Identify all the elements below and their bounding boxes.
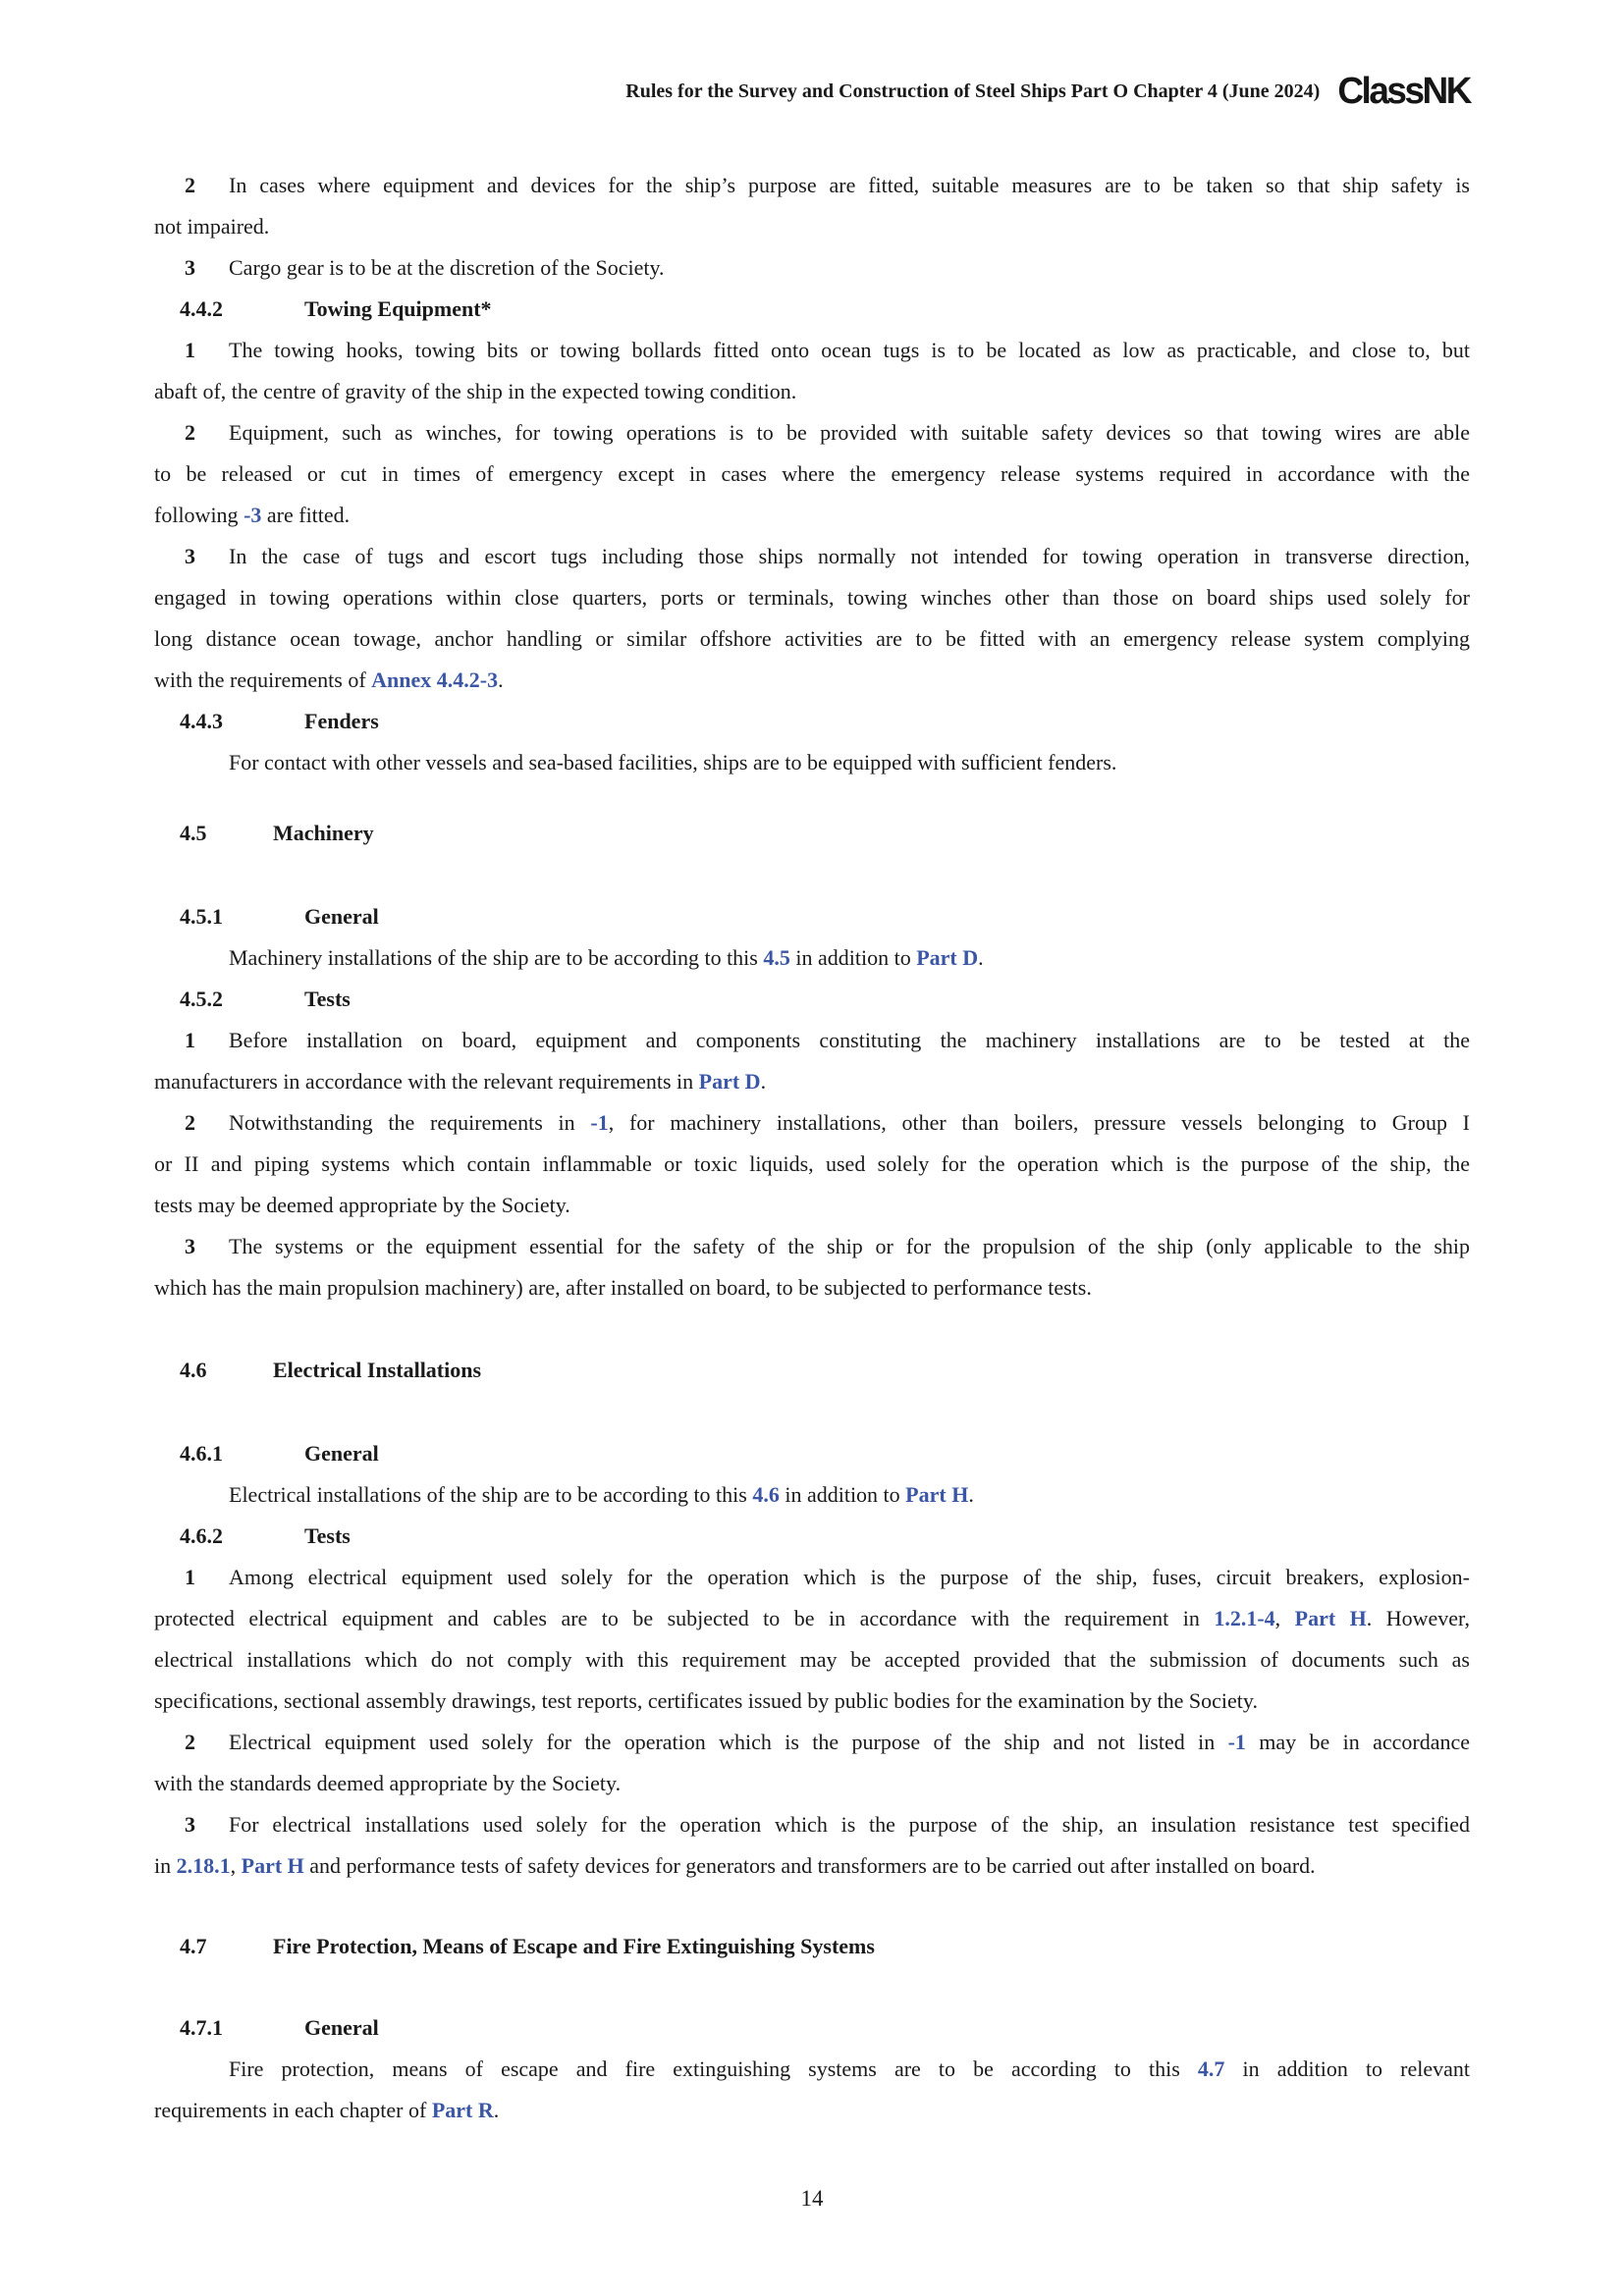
section-title: Machinery bbox=[273, 821, 374, 845]
text-line bbox=[154, 979, 1470, 1020]
text-run: . bbox=[493, 2098, 500, 2122]
text-line bbox=[154, 1267, 1470, 1308]
cross-reference-link[interactable]: -1 bbox=[1227, 1730, 1246, 1754]
text-run: . bbox=[978, 945, 984, 970]
cross-reference-link[interactable]: 4.7 bbox=[1197, 2056, 1225, 2081]
text-line bbox=[154, 1557, 1470, 1598]
section-number: 4.6.2 bbox=[180, 1523, 223, 1548]
text-line bbox=[154, 454, 1470, 495]
text-line bbox=[154, 2007, 1470, 2049]
text-run: and performance tests of safety devices for generators and transformers are to be carried out after installed on board. bbox=[303, 1853, 1316, 1878]
text-run: long distance ocean towage, anchor handling or similar offshore activities are to be fitted with an emergency release system complying bbox=[154, 626, 1470, 651]
text-run: , for machinery installations, other than boilers, pressure vessels belonging to Group I bbox=[608, 1110, 1470, 1135]
paragraph-number: 2 bbox=[185, 420, 195, 445]
section-number: 4.5.1 bbox=[180, 904, 223, 929]
text-line bbox=[154, 1433, 1470, 1474]
text-line bbox=[154, 2049, 1470, 2090]
text-run: in bbox=[154, 1853, 177, 1878]
text-run: Electrical equipment used solely for the operation which is the purpose of the ship and not listed in bbox=[229, 1730, 1228, 1754]
text-line bbox=[154, 412, 1470, 454]
section-number: 4.7.1 bbox=[180, 2015, 223, 2040]
section-number: 4.4.3 bbox=[180, 709, 223, 733]
text-line bbox=[154, 1598, 1470, 1639]
text-run: . bbox=[498, 667, 504, 692]
text-run: For contact with other vessels and sea-based facilities, ships are to be equipped with sufficient fenders. bbox=[229, 750, 1117, 774]
text-line bbox=[154, 536, 1470, 577]
cross-reference-link[interactable]: Part D bbox=[916, 945, 979, 970]
paragraph-number: 1 bbox=[185, 338, 195, 362]
text-run: In cases where equipment and devices for the ship’s purpose are fitted, suitable measures are to be taken so that ship safety is bbox=[229, 173, 1470, 197]
text-line bbox=[154, 495, 1470, 536]
text-run: Before installation on board, equipment and components constituting the machinery installations are to be tested at the bbox=[229, 1028, 1470, 1052]
text-line bbox=[154, 1226, 1470, 1267]
text-line bbox=[154, 742, 1470, 783]
text-run: . bbox=[968, 1482, 974, 1507]
section-title: Fire Protection, Means of Escape and Fire Extinguishing Systems bbox=[273, 1934, 875, 1958]
section-number: 4.6.1 bbox=[180, 1441, 223, 1466]
text-line bbox=[154, 1144, 1470, 1185]
section-title: General bbox=[304, 2015, 379, 2040]
text-line bbox=[154, 165, 1470, 206]
cross-reference-link[interactable]: 1.2.1-4 bbox=[1214, 1606, 1275, 1630]
text-line bbox=[154, 1516, 1470, 1557]
text-line bbox=[154, 618, 1470, 660]
text-line bbox=[154, 1639, 1470, 1681]
section-number: 4.5.2 bbox=[180, 987, 223, 1011]
cross-reference-link[interactable]: Part H bbox=[241, 1853, 304, 1878]
cross-reference-link[interactable]: 4.5 bbox=[763, 945, 790, 970]
text-run: Equipment, such as winches, for towing operations is to be provided with suitable safety devices so that towing wires are able bbox=[229, 420, 1470, 445]
text-line bbox=[154, 2090, 1470, 2131]
text-line bbox=[154, 1474, 1470, 1516]
cross-reference-link[interactable]: -1 bbox=[590, 1110, 609, 1135]
paragraph-number: 2 bbox=[185, 1730, 195, 1754]
section-title: Electrical Installations bbox=[273, 1358, 482, 1382]
section-number: 4.5 bbox=[180, 821, 207, 845]
text-run: which has the main propulsion machinery) are, after installed on board, to be subjected to performance tests. bbox=[154, 1275, 1092, 1300]
text-run: following bbox=[154, 503, 244, 527]
text-run: in addition to bbox=[789, 945, 917, 970]
classnk-logo: ClassNK bbox=[1337, 70, 1470, 112]
text-run: Cargo gear is to be at the discretion of the Society. bbox=[229, 255, 665, 280]
text-run: tests may be deemed appropriate by the Society. bbox=[154, 1193, 570, 1217]
text-run: In the case of tugs and escort tugs including those ships normally not intended for towing operation in transverse direction, bbox=[229, 544, 1470, 568]
cross-reference-link[interactable]: 2.18.1 bbox=[176, 1853, 231, 1878]
text-line bbox=[154, 206, 1470, 247]
text-line bbox=[154, 1102, 1470, 1144]
section-number: 4.7 bbox=[180, 1934, 207, 1958]
text-run: . However, bbox=[1366, 1606, 1470, 1630]
text-line bbox=[154, 660, 1470, 701]
document-body bbox=[154, 165, 1470, 2131]
text-run: The systems or the equipment essential for the safety of the ship or for the propulsion of the ship (only applicable to the ship bbox=[229, 1234, 1470, 1258]
text-line bbox=[154, 1020, 1470, 1061]
paragraph-number: 3 bbox=[185, 1234, 195, 1258]
text-line bbox=[154, 937, 1470, 979]
section-title: Towing Equipment* bbox=[304, 296, 492, 321]
vertical-spacer bbox=[154, 1391, 1470, 1433]
text-line bbox=[154, 896, 1470, 937]
paragraph-number: 3 bbox=[185, 544, 195, 568]
paragraph-number: 2 bbox=[185, 1110, 195, 1135]
section-title: Tests bbox=[304, 987, 351, 1011]
text-run: Electrical installations of the ship are to be according to this bbox=[229, 1482, 753, 1507]
text-line bbox=[154, 1804, 1470, 1845]
text-run: The towing hooks, towing bits or towing bollards fitted onto ocean tugs is to be located as low as practicable, and close to, but bbox=[229, 338, 1470, 362]
text-run: requirements in each chapter of bbox=[154, 2098, 432, 2122]
paragraph-number: 1 bbox=[185, 1028, 195, 1052]
text-run: or II and piping systems which contain inflammable or toxic liquids, used solely for the operation which is the purpose of the ship, the bbox=[154, 1151, 1470, 1176]
text-line bbox=[154, 247, 1470, 289]
section-number: 4.6 bbox=[180, 1358, 207, 1382]
section-title: Fenders bbox=[304, 709, 379, 733]
vertical-spacer bbox=[154, 783, 1470, 813]
text-run: Fire protection, means of escape and fire extinguishing systems are to be according to this bbox=[229, 2056, 1198, 2081]
text-run: may be in accordance bbox=[1245, 1730, 1471, 1754]
text-line bbox=[154, 1845, 1470, 1887]
text-run: specifications, sectional assembly drawings, test reports, certificates issued by public bodies for the examination by the Society. bbox=[154, 1688, 1258, 1713]
cross-reference-link[interactable]: Part H bbox=[905, 1482, 969, 1507]
text-run: abaft of, the centre of gravity of the ship in the expected towing condition. bbox=[154, 379, 797, 403]
text-line bbox=[154, 371, 1470, 412]
text-run: For electrical installations used solely for the operation which is the purpose of the ship, an insulation resistance test specified bbox=[229, 1812, 1470, 1837]
text-line bbox=[154, 1350, 1470, 1391]
section-title: General bbox=[304, 904, 379, 929]
cross-reference-link[interactable]: Part D bbox=[698, 1069, 761, 1094]
text-line bbox=[154, 813, 1470, 854]
text-line bbox=[154, 701, 1470, 742]
cross-reference-link[interactable]: 4.6 bbox=[752, 1482, 780, 1507]
text-run: Machinery installations of the ship are to be according to this bbox=[229, 945, 764, 970]
text-run: Notwithstanding the requirements in bbox=[229, 1110, 591, 1135]
text-line bbox=[154, 1061, 1470, 1102]
text-line bbox=[154, 289, 1470, 330]
vertical-spacer bbox=[154, 1967, 1470, 2007]
text-line bbox=[154, 1681, 1470, 1722]
section-title: General bbox=[304, 1441, 379, 1466]
text-run: with the requirements of bbox=[154, 667, 372, 692]
vertical-spacer bbox=[154, 854, 1470, 896]
section-title: Tests bbox=[304, 1523, 351, 1548]
paragraph-number: 2 bbox=[185, 173, 195, 197]
text-line bbox=[154, 1722, 1470, 1763]
text-line bbox=[154, 1763, 1470, 1804]
text-line bbox=[154, 1926, 1470, 1967]
text-run: are fitted. bbox=[261, 503, 351, 527]
cross-reference-link[interactable]: Part H bbox=[1294, 1606, 1367, 1630]
cross-reference-link[interactable]: Annex 4.4.2-3 bbox=[371, 667, 499, 692]
text-run: not impaired. bbox=[154, 214, 270, 239]
text-run: in addition to bbox=[779, 1482, 906, 1507]
paragraph-number: 3 bbox=[185, 255, 195, 280]
vertical-spacer bbox=[154, 1308, 1470, 1350]
page-number: 14 bbox=[800, 2186, 824, 2211]
cross-reference-link[interactable]: -3 bbox=[244, 503, 262, 527]
paragraph-number: 3 bbox=[185, 1812, 195, 1837]
header-title: Rules for the Survey and Construction of Steel Ships Part O Chapter 4 (June 2024) bbox=[625, 80, 1321, 102]
text-run: in addition to relevant bbox=[1224, 2056, 1471, 2081]
text-run: manufacturers in accordance with the relevant requirements in bbox=[154, 1069, 699, 1094]
text-line bbox=[154, 1185, 1470, 1226]
page-header bbox=[625, 71, 1470, 112]
text-run: Among electrical equipment used solely for the operation which is the purpose of the ship, fuses, circuit breakers, explosion- bbox=[229, 1565, 1470, 1589]
text-run: . bbox=[760, 1069, 767, 1094]
text-line bbox=[154, 330, 1470, 371]
paragraph-number: 1 bbox=[185, 1565, 195, 1589]
cross-reference-link[interactable]: Part R bbox=[431, 2098, 494, 2122]
text-run: to be released or cut in times of emergency except in cases where the emergency release systems required in accordance with the bbox=[154, 461, 1470, 486]
text-run: , bbox=[1274, 1606, 1295, 1630]
text-run: with the standards deemed appropriate by the Society. bbox=[154, 1771, 622, 1795]
text-run: engaged in towing operations within close quarters, ports or terminals, towing winches other than those on board ships used solely for bbox=[154, 585, 1470, 610]
text-run: , bbox=[230, 1853, 242, 1878]
text-run: protected electrical equipment and cables are to be subjected to be in accordance with the requirement in bbox=[154, 1606, 1215, 1630]
vertical-spacer bbox=[154, 1887, 1470, 1926]
text-run: electrical installations which do not comply with this requirement may be accepted provided that the submission of documents such as bbox=[154, 1647, 1470, 1672]
text-line bbox=[154, 577, 1470, 618]
section-number: 4.4.2 bbox=[180, 296, 223, 321]
